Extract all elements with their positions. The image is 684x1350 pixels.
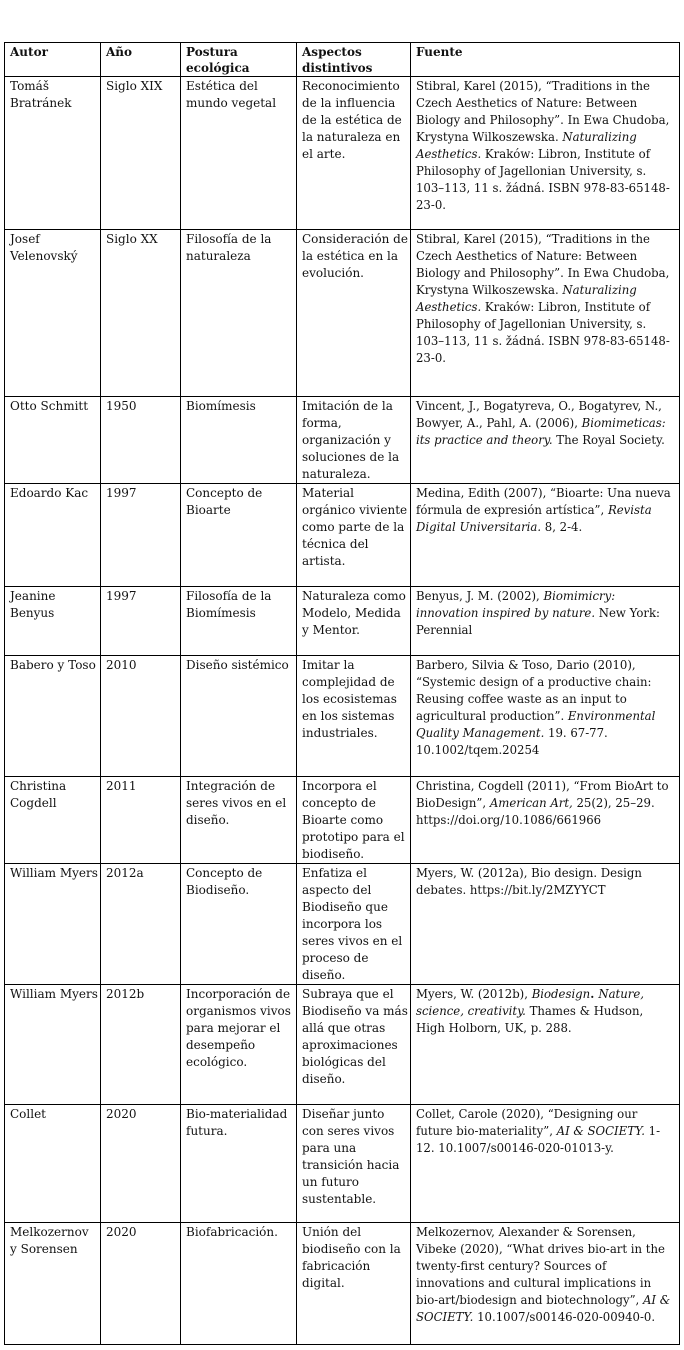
table-row — [5, 484, 680, 587]
fuente-segment: Biodesign — [531, 987, 591, 1001]
fuente-segment: AI & SOCIETY. — [416, 1293, 671, 1324]
cell-anio: 2012a — [101, 864, 181, 985]
fuente-segment: Melkozernov, Alexander & Sorensen, Vibeke (2020), “What drives bio-art in the twenty-first century? Sources of innovations and cultural implications in bio-art/biodesign and biotechnology”, — [416, 1225, 665, 1307]
cell-autor: William Myers — [5, 864, 101, 985]
cell-aspectos: Reconocimiento de la influencia de la estética de la naturaleza en el arte. — [297, 77, 411, 230]
fuente-segment: 1-12. 10.1007/s00146-020-01013-y. — [416, 1124, 661, 1155]
cell-postura: Bio-materialidad futura. — [181, 1105, 297, 1223]
cell-fuente — [411, 587, 680, 656]
cell-postura: Incorporación de organismos vivos para mejorar el desempeño ecológico. — [181, 985, 297, 1105]
cell-anio: 1997 — [101, 484, 181, 587]
cell-postura: Biomímesis — [181, 397, 297, 484]
cell-anio: 2020 — [101, 1105, 181, 1223]
cell-postura: Filosofía de la naturaleza — [181, 230, 297, 397]
fuente-segment: Vincent, J., Bogatyreva, O., Bogatyrev, N., Bowyer, A., Pahl, A. (2006), — [416, 399, 662, 430]
fuente-segment: Myers, W. (2012a), Bio design. Design debates. https://bit.ly/2MZYYCT — [416, 866, 642, 897]
cell-postura: Concepto de Biodiseño. — [181, 864, 297, 985]
cell-anio: 2011 — [101, 777, 181, 864]
fuente-segment: Collet, Carole (2020), “Designing our future bio-materiality”, — [416, 1107, 638, 1138]
cell-postura: Concepto de Bioarte — [181, 484, 297, 587]
cell-fuente — [411, 656, 680, 777]
fuente-segment: Myers, W. (2012b), — [416, 987, 532, 1001]
cell-fuente — [411, 397, 680, 484]
cell-fuente — [411, 985, 680, 1105]
cell-postura: Filosofía de la Biomímesis — [181, 587, 297, 656]
header-postura: Postura ecológica — [181, 43, 297, 77]
fuente-segment: New York: Perennial — [416, 606, 660, 637]
cell-aspectos: Naturaleza como Modelo, Medida y Mentor. — [297, 587, 411, 656]
cell-autor: Collet — [5, 1105, 101, 1223]
cell-fuente — [411, 484, 680, 587]
fuente-segment: Naturalizing Aesthetics. — [416, 283, 637, 314]
cell-autor: Jeanine Benyus — [5, 587, 101, 656]
fuente-segment: Christina, Cogdell (2011), “From BioArt to BioDesign”, — [416, 779, 669, 810]
cell-anio: 1950 — [101, 397, 181, 484]
cell-fuente — [411, 777, 680, 864]
cell-aspectos: Material orgánico viviente como parte de la técnica del artista. — [297, 484, 411, 587]
table-row — [5, 1223, 680, 1345]
cell-postura: Integración de seres vivos en el diseño. — [181, 777, 297, 864]
fuente-segment: Stibral, Karel (2015), “Traditions in the Czech Aesthetics of Nature: Between Biology and Philosophy”. In Ewa Chudoba, Krystyna Wilkoszewska. — [416, 232, 670, 297]
cell-aspectos: Diseñar junto con seres vivos para una transición hacia un futuro sustentable. — [297, 1105, 411, 1223]
cell-anio: 1997 — [101, 587, 181, 656]
cell-aspectos: Enfatiza el aspecto del Biodiseño que incorpora los seres vivos en el proceso de diseño. — [297, 864, 411, 985]
cell-fuente — [411, 1223, 680, 1345]
table-row — [5, 230, 680, 397]
fuente-segment: Medina, Edith (2007), “Bioarte: Una nueva fórmula de expresión artística”, — [416, 486, 671, 517]
cell-autor: Babero y Toso — [5, 656, 101, 777]
fuente-segment: Thames & Hudson, High Holborn, UK, p. 288. — [416, 1004, 644, 1035]
cell-aspectos: Consideración de la estética en la evolución. — [297, 230, 411, 397]
cell-aspectos: Imitación de la forma, organización y soluciones de la naturaleza. — [297, 397, 411, 484]
fuente-segment: . — [590, 987, 599, 1001]
cell-anio: 2012b — [101, 985, 181, 1105]
cell-autor: Melkozernov y Sorensen — [5, 1223, 101, 1345]
cell-aspectos: Incorpora el concepto de Bioarte como prototipo para el biodiseño. — [297, 777, 411, 864]
table-row — [5, 864, 680, 985]
cell-anio: 2020 — [101, 1223, 181, 1345]
table-row — [5, 656, 680, 777]
cell-autor: William Myers — [5, 985, 101, 1105]
header-anio: Año — [101, 43, 181, 77]
header-row — [5, 43, 680, 77]
header-aspectos: Aspectos distintivos — [297, 43, 411, 77]
cell-autor: Josef Velenovský — [5, 230, 101, 397]
fuente-segment: AI & SOCIETY. — [556, 1124, 645, 1138]
fuente-segment: Kraków: Libron, Institute of Philosophy of Jagellonian University, s. 103–113, 11 s. žádná. ISBN 978-83-65148-23-0. — [416, 147, 670, 212]
fuente-segment: Stibral, Karel (2015), “Traditions in the Czech Aesthetics of Nature: Between Biology and Philosophy”. In Ewa Chudoba, Krystyna Wilkoszewska. — [416, 79, 670, 144]
cell-aspectos: Subraya que el Biodiseño va más allá que otras aproximaciones biológicas del diseño. — [297, 985, 411, 1105]
table-row — [5, 1105, 680, 1223]
table-row — [5, 777, 680, 864]
cell-autor: Tomáš Bratránek — [5, 77, 101, 230]
cell-fuente — [411, 864, 680, 985]
fuente-segment: 10.1007/s00146-020-00940-0. — [473, 1310, 656, 1324]
fuente-segment: American Art, — [489, 796, 573, 810]
cell-postura: Estética del mundo vegetal — [181, 77, 297, 230]
cell-anio: Siglo XIX — [101, 77, 181, 230]
cell-postura: Biofabricación. — [181, 1223, 297, 1345]
fuente-segment: The Royal Society. — [552, 433, 665, 447]
cell-postura: Diseño sistémico — [181, 656, 297, 777]
table-row — [5, 77, 680, 230]
table-row — [5, 985, 680, 1105]
fuente-segment: Revista Digital Universitaria. — [416, 503, 652, 534]
fuente-segment: Kraków: Libron, Institute of Philosophy of Jagellonian University, s. 103–113, 11 s. žádná. ISBN 978-83-65148-23-0. — [416, 300, 670, 365]
fuente-segment: Nature, science, creativity. — [416, 987, 644, 1018]
cell-anio: 2010 — [101, 656, 181, 777]
cell-autor: Christina Cogdell — [5, 777, 101, 864]
cell-anio: Siglo XX — [101, 230, 181, 397]
fuente-segment: Biomimicry: innovation inspired by nature. — [416, 589, 616, 620]
table-row — [5, 397, 680, 484]
fuente-segment: Biomimeticas: its practice and theory. — [416, 416, 666, 447]
fuente-segment: Naturalizing Aesthetics. — [416, 130, 637, 161]
cell-autor: Otto Schmitt — [5, 397, 101, 484]
fuente-segment: Environmental Quality Management. — [416, 709, 656, 740]
header-autor: Autor — [5, 43, 101, 77]
table-row — [5, 587, 680, 656]
authors-table — [4, 42, 680, 1345]
cell-aspectos: Unión del biodiseño con la fabricación digital. — [297, 1223, 411, 1345]
fuente-segment: Barbero, Silvia & Toso, Dario (2010), “Systemic design of a productive chain: Reusing coffee waste as an input to agricultural production”. — [416, 658, 652, 723]
fuente-segment: Benyus, J. M. (2002), — [416, 589, 544, 603]
cell-fuente — [411, 1105, 680, 1223]
fuente-segment: 25(2), 25–29. https://doi.org/10.1086/661966 — [416, 796, 655, 827]
cell-autor: Edoardo Kac — [5, 484, 101, 587]
cell-fuente — [411, 230, 680, 397]
cell-aspectos: Imitar la complejidad de los ecosistemas en los sistemas industriales. — [297, 656, 411, 777]
fuente-segment: 8, 2-4. — [541, 520, 583, 534]
header-fuente: Fuente — [411, 43, 680, 77]
table-body — [5, 77, 680, 1345]
fuente-segment: 19. 67-77. 10.1002/tqem.20254 — [416, 726, 608, 757]
cell-fuente — [411, 77, 680, 230]
